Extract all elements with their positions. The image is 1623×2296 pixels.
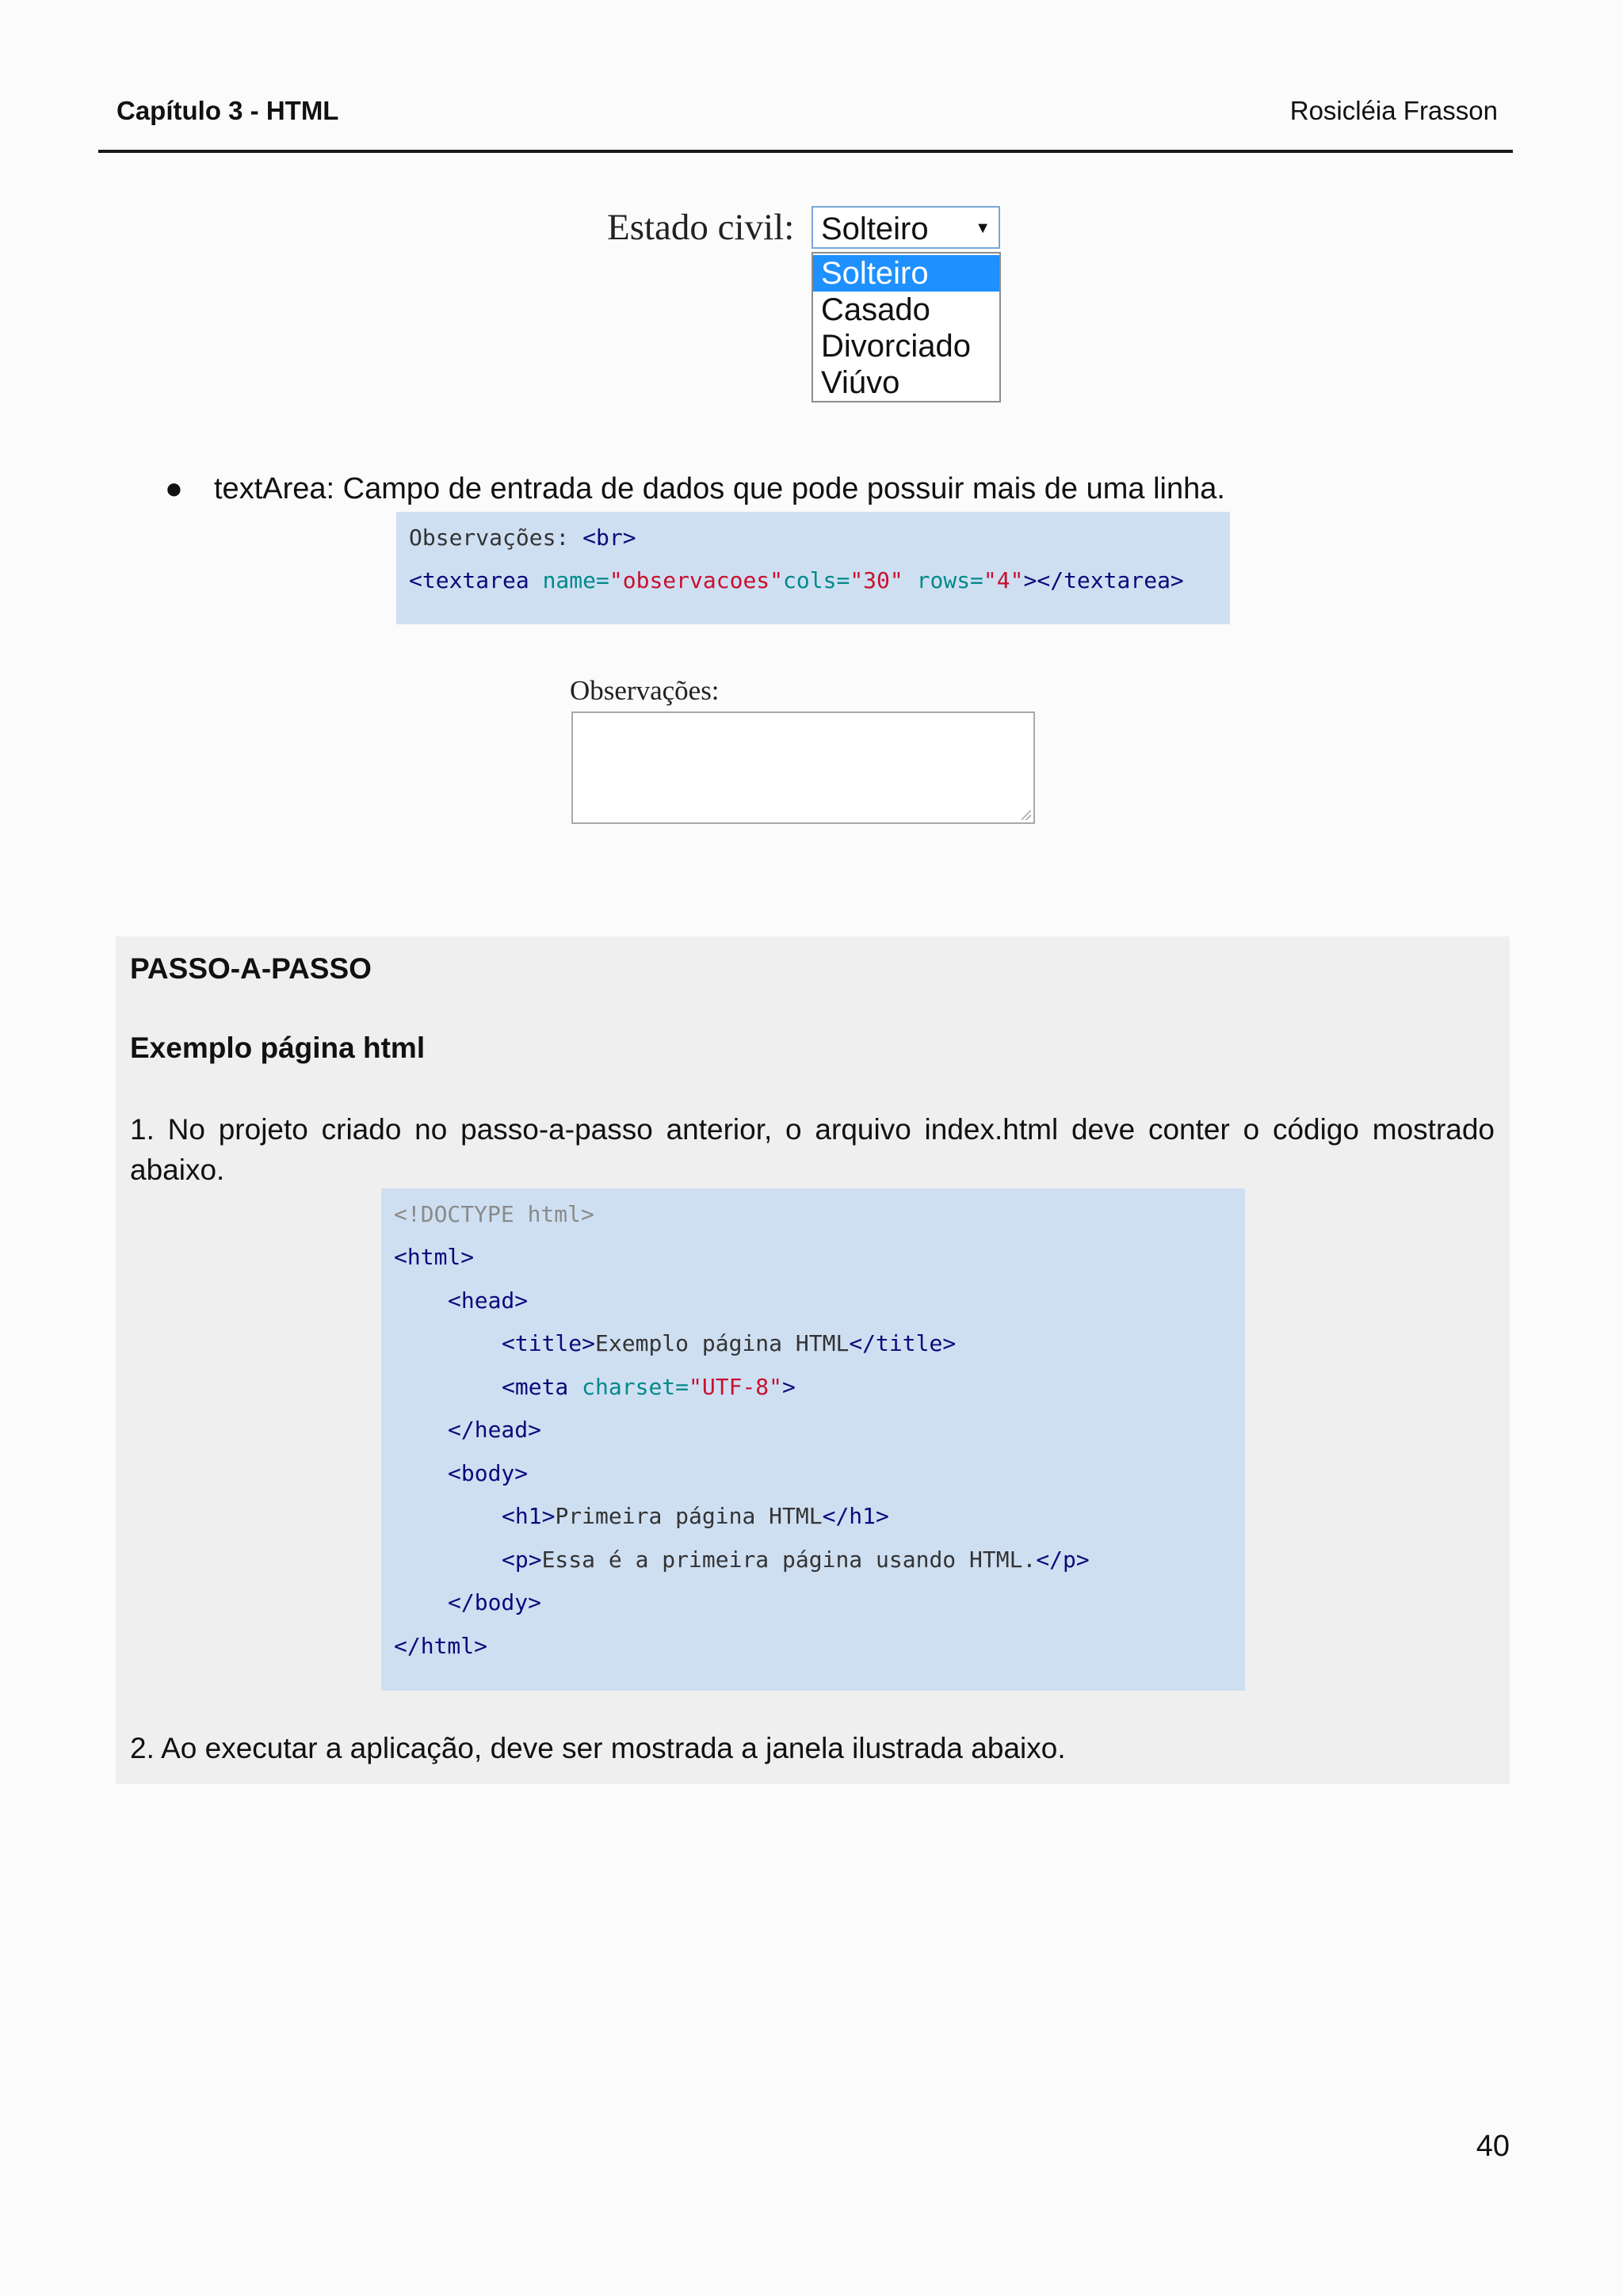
code-line: <meta charset="UTF-8"> bbox=[502, 1374, 796, 1400]
option-casado[interactable]: Casado bbox=[821, 292, 930, 327]
marital-status-options bbox=[812, 252, 1001, 402]
code-line: </html> bbox=[394, 1633, 488, 1659]
code-line: <body> bbox=[448, 1460, 529, 1486]
selected-value: Solteiro bbox=[821, 212, 929, 246]
code-line: <h1>Primeira página HTML</h1> bbox=[502, 1503, 889, 1529]
header-divider bbox=[98, 150, 1513, 153]
option-divorciado[interactable]: Divorciado bbox=[821, 329, 971, 364]
code-line: </body> bbox=[448, 1589, 542, 1615]
step-2-text: 2. Ao executar a aplicação, deve ser mostrada a janela ilustrada abaixo. bbox=[130, 1732, 1066, 1764]
html-example-code-block bbox=[381, 1188, 1245, 1691]
code-line: Observações: <br> bbox=[409, 524, 636, 551]
chapter-title: Capítulo 3 - HTML bbox=[116, 96, 339, 125]
code-line: <title>Exemplo página HTML</title> bbox=[502, 1330, 957, 1356]
textarea-code-block bbox=[396, 512, 1230, 624]
option-solteiro[interactable]: Solteiro bbox=[813, 255, 999, 292]
author-name: Rosicléia Frasson bbox=[1289, 96, 1498, 125]
option-viuvo[interactable]: Viúvo bbox=[821, 365, 900, 400]
observations-textarea[interactable] bbox=[571, 711, 1035, 824]
marital-status-select[interactable] bbox=[812, 206, 1000, 249]
step-1-text: 1. No projeto criado no passo-a-passo anterior, o arquivo index.html deve conter o código mostrado abaixo. bbox=[130, 1113, 1495, 1186]
page-number: 40 bbox=[1476, 2130, 1510, 2163]
bullet-marker: ● bbox=[165, 472, 183, 505]
code-line: </head> bbox=[448, 1417, 542, 1443]
observations-label: Observações: bbox=[570, 675, 720, 706]
code-line: <!DOCTYPE html> bbox=[394, 1201, 594, 1227]
code-line: <head> bbox=[448, 1287, 529, 1314]
dropdown-arrow-icon: ▼ bbox=[975, 219, 991, 237]
resize-grip-icon[interactable] bbox=[1022, 810, 1031, 820]
code-line: <html> bbox=[394, 1244, 475, 1270]
marital-status-label: Estado civil: bbox=[607, 207, 795, 248]
code-line: <textarea name="observacoes"cols="30" rows="4"></textarea> bbox=[409, 567, 1184, 593]
code-line: <p>Essa é a primeira página usando HTML.</p> bbox=[502, 1547, 1090, 1573]
bullet-textarea-description: textArea: Campo de entrada de dados que pode possuir mais de uma linha. bbox=[214, 472, 1225, 505]
example-subtitle: Exemplo página html bbox=[130, 1032, 426, 1064]
step-by-step-title: PASSO-A-PASSO bbox=[130, 952, 372, 985]
